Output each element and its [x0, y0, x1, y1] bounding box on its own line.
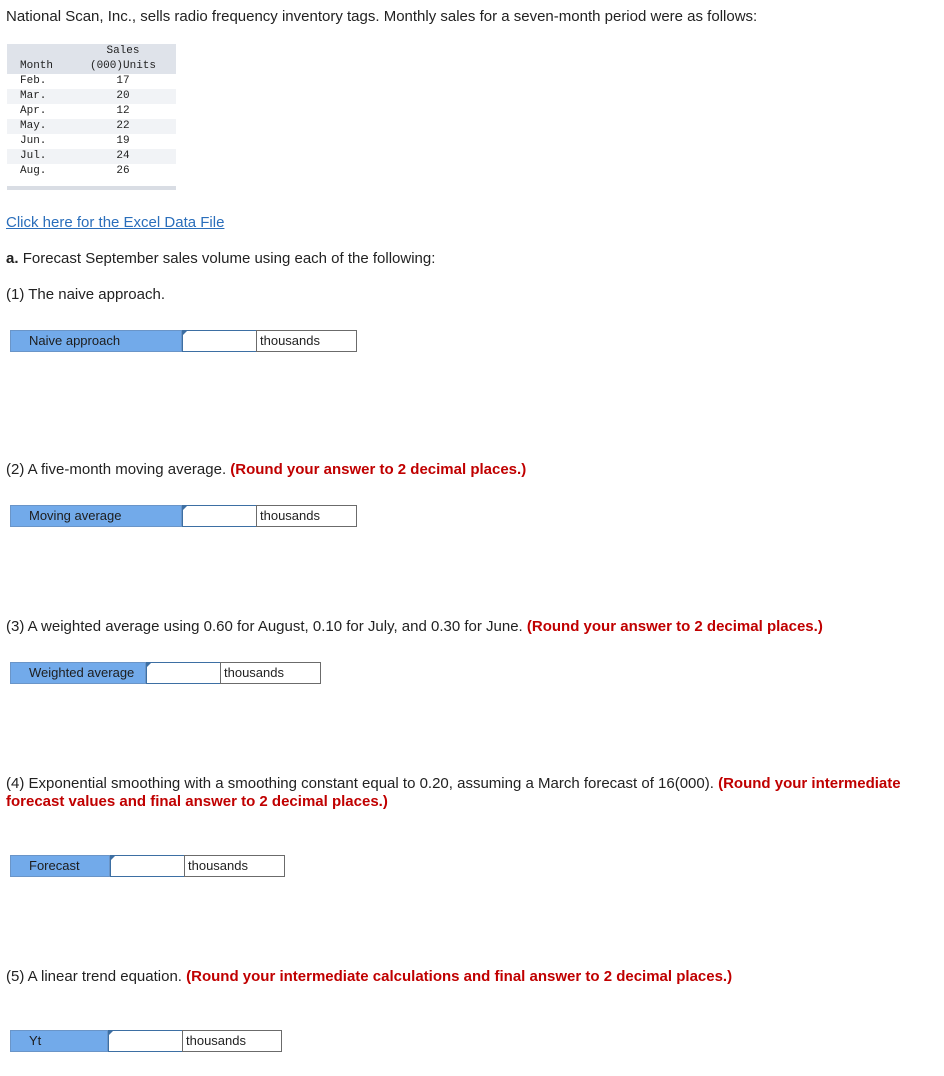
q5-question: (5) A linear trend equation. — [6, 968, 182, 985]
table-row-month: Apr. — [20, 105, 47, 117]
q4-question: (4) Exponential smoothing with a smoothing constant equal to 0.20, assuming a March forecast of 16(000). — [6, 775, 714, 792]
table-row-value: 20 — [116, 90, 130, 102]
table-row-value: 26 — [116, 165, 130, 177]
q3-question: (3) A weighted average using 0.60 for August, 0.10 for July, and 0.30 for June. — [6, 618, 523, 635]
moving-average-unit: thousands — [256, 505, 357, 527]
table-row-month: Mar. — [20, 90, 47, 102]
table-row-month: Jun. — [20, 135, 47, 147]
yt-input[interactable] — [108, 1030, 183, 1052]
part-a-heading — [6, 250, 435, 268]
part-a-prefix: a. — [6, 250, 19, 267]
input-marker-icon — [183, 331, 187, 335]
table-row-value: 12 — [116, 105, 130, 117]
header-sales: Sales — [106, 45, 140, 57]
q3-round-note: (Round your answer to 2 decimal places.) — [526, 618, 823, 635]
input-marker-icon — [147, 663, 151, 667]
input-marker-icon — [183, 506, 187, 510]
q4-round-note-line1: (Round your intermediate — [718, 775, 901, 792]
q1-text: (1) The naive approach. — [6, 286, 165, 303]
yt-unit: thousands — [182, 1030, 282, 1052]
moving-average-label: Moving average — [10, 505, 182, 527]
input-marker-icon — [109, 1031, 113, 1035]
naive-approach-label: Naive approach — [10, 330, 182, 352]
q2-text — [6, 461, 526, 479]
sales-data-table — [7, 44, 176, 191]
table-row-month: May. — [20, 120, 47, 132]
header-units: (000)Units — [89, 60, 156, 72]
weighted-average-label: Weighted average — [10, 662, 146, 684]
q2-round-note: (Round your answer to 2 decimal places.) — [230, 461, 527, 478]
table-row-month: Jul. — [20, 150, 47, 162]
q4-round-note-line2: forecast values and final answer to 2 decimal places.) — [6, 793, 388, 810]
table-row-value: 24 — [116, 150, 130, 162]
header-month: Month — [20, 60, 54, 72]
naive-approach-unit: thousands — [256, 330, 357, 352]
input-marker-icon — [111, 856, 115, 860]
q2-question: (2) A five-month moving average. — [6, 461, 227, 478]
forecast-input[interactable] — [110, 855, 185, 877]
moving-average-input[interactable] — [182, 505, 257, 527]
part-a-text: Forecast September sales volume using each of the following: — [22, 250, 436, 267]
yt-label: Yt — [10, 1030, 108, 1052]
forecast-label: Forecast — [10, 855, 110, 877]
forecast-unit: thousands — [184, 855, 285, 877]
table-row-value: 17 — [116, 75, 130, 87]
table-row-value: 22 — [116, 120, 130, 132]
intro-text: National Scan, Inc., sells radio frequency inventory tags. Monthly sales for a seven-month period were as follows: — [6, 8, 758, 25]
excel-data-link[interactable]: Click here for the Excel Data File — [6, 214, 225, 231]
weighted-average-unit: thousands — [220, 662, 321, 684]
naive-approach-input[interactable] — [182, 330, 257, 352]
q3-text — [6, 618, 823, 636]
weighted-average-input[interactable] — [146, 662, 221, 684]
table-row-value: 19 — [116, 135, 130, 147]
table-row-month: Feb. — [20, 75, 47, 87]
q4-text — [6, 775, 901, 793]
q5-text — [6, 968, 732, 986]
table-row-month: Aug. — [20, 165, 47, 177]
q5-round-note: (Round your intermediate calculations and final answer to 2 decimal places.) — [186, 968, 733, 985]
